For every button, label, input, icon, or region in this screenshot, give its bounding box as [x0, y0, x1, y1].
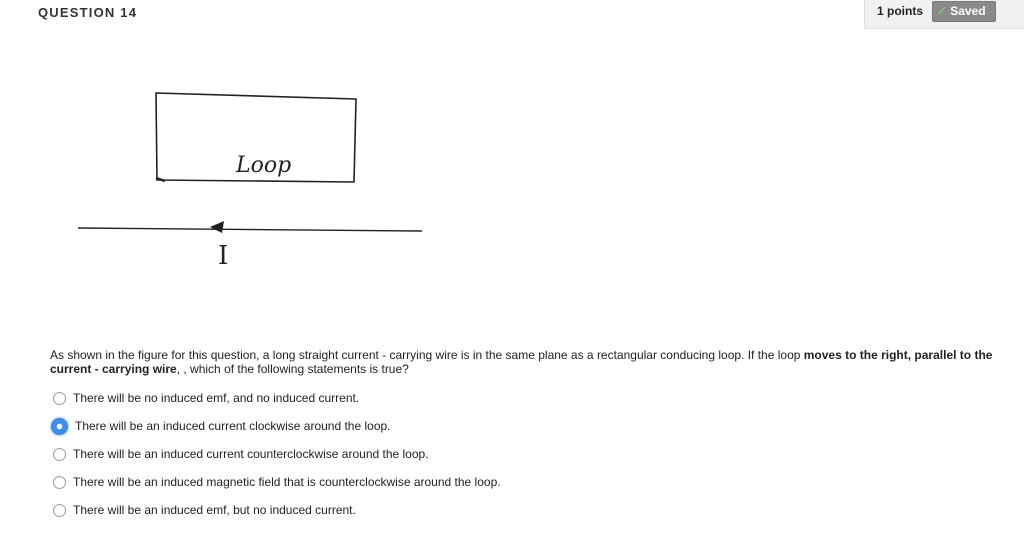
loop-label: Loop — [236, 153, 292, 178]
question-text-bold: moves to the right, parallel to the current - carrying wire — [50, 348, 993, 376]
question-text — [50, 348, 1000, 376]
current-arrow-icon — [210, 221, 224, 233]
answer-option[interactable] — [50, 472, 750, 492]
answer-option[interactable] — [50, 416, 750, 436]
answer-option-label: There will be an induced current counterclockwise around the loop. — [73, 447, 429, 461]
radio-button[interactable] — [53, 476, 66, 489]
current-label: I — [218, 241, 229, 271]
answer-option-label: There will be an induced emf, but no induced current. — [73, 503, 356, 517]
points-label: 1 points — [877, 4, 924, 18]
radio-button-selected[interactable] — [51, 418, 68, 435]
radio-button[interactable] — [53, 504, 66, 517]
radio-button[interactable] — [53, 392, 66, 405]
question-text-part2: , , which of the following statements is true? — [176, 362, 409, 376]
answer-option[interactable] — [50, 444, 750, 464]
check-icon: ✓ — [937, 6, 947, 18]
radio-button[interactable] — [53, 448, 66, 461]
answer-option-label: There will be an induced magnetic field that is counterclockwise around the loop. — [73, 475, 501, 489]
answer-option-label: There will be no induced emf, and no induced current. — [73, 391, 360, 405]
current-wire — [78, 228, 422, 231]
saved-label: Saved — [950, 4, 986, 18]
question-text-part1: As shown in the figure for this question, a long straight current - carrying wire is in the same plane as a rectangular conducing loop. If the loop — [50, 348, 804, 362]
question-title: QUESTION 14 — [38, 5, 138, 20]
answer-option[interactable] — [50, 500, 750, 520]
answer-option-label: There will be an induced current clockwise around the loop. — [75, 419, 391, 433]
answer-option[interactable] — [50, 388, 750, 408]
